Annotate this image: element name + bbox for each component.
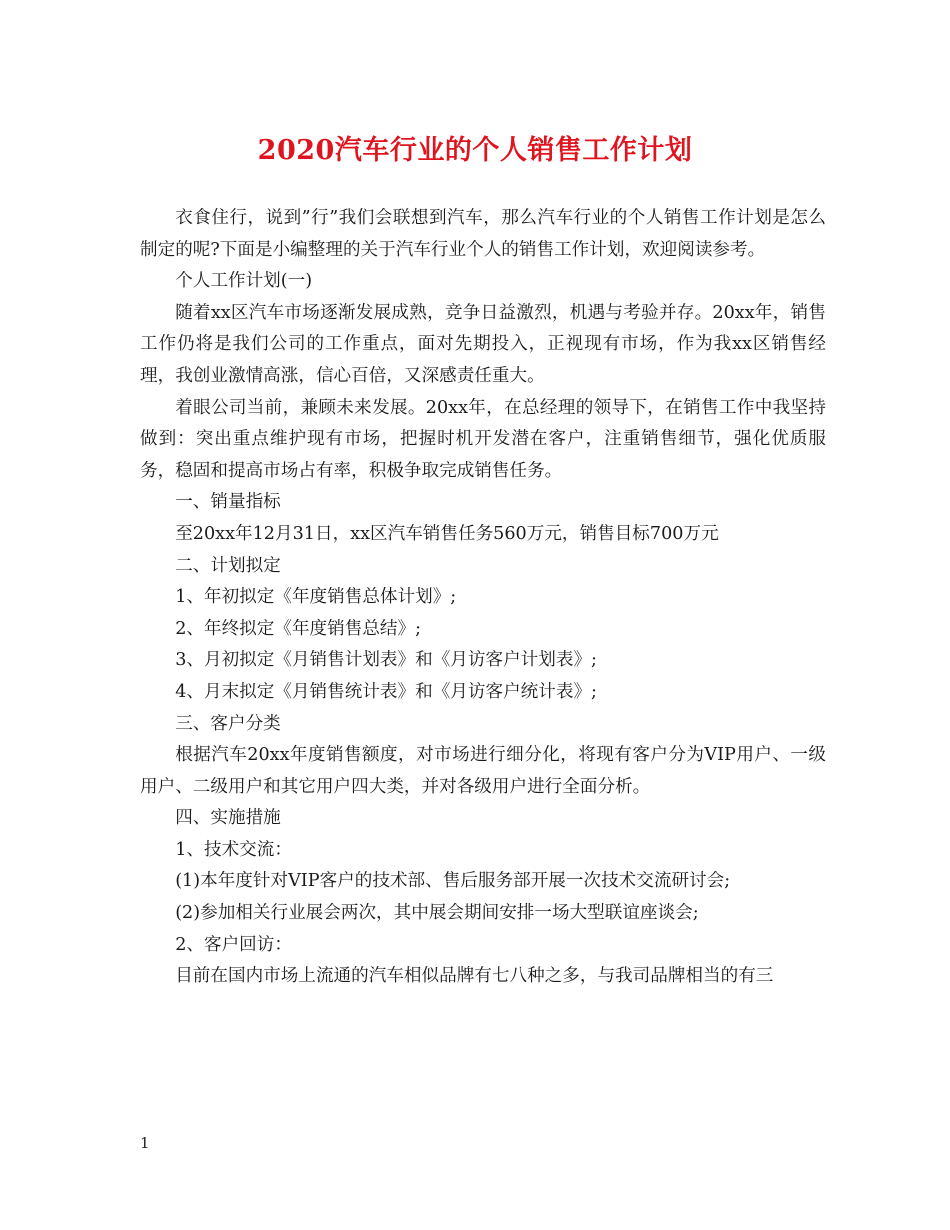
paragraph-heading-plan: 二、计划拟定 [175, 555, 281, 576]
list-item: 2、年终拟定《年度销售总结》; [175, 618, 422, 639]
list-item: 4、月末拟定《月销售统计表》和《月访客户统计表》; [175, 681, 597, 702]
paragraph-intro: 衣食住行，说到”行”我们会联想到汽车，那么汽车行业的个人销售工作计划是怎么制定的呢?下面是小编整理的关于汽车行业个人的销售工作计划，欢迎阅读参考。 [140, 208, 826, 260]
document-body [140, 203, 826, 993]
list-item: 2、客户回访： [175, 934, 292, 955]
list-item: (1)本年度针对VIP客户的技术部、售后服务部开展一次技术交流研讨会; [175, 871, 731, 892]
paragraph: 着眼公司当前，兼顾未来发展。20xx年，在总经理的领导下，在销售工作中我坚持做到：突出重点维护现有市场，把握时机开发潜在客户，注重销售细节，强化优质服务，稳固和提高市场占有率，积极争取完成销售任务。 [140, 397, 826, 481]
paragraph: 根据汽车20xx年度销售额度，对市场进行细分化，将现有客户分为VIP用户、一级用户、二级用户和其它用户四大类，并对各级用户进行全面分析。 [140, 745, 826, 797]
paragraph-heading-sales-target: 一、销量指标 [175, 492, 281, 513]
list-item: 1、技术交流： [175, 839, 292, 860]
paragraph: 至20xx年12月31日，xx区汽车销售任务560万元，销售目标700万元 [175, 523, 719, 544]
paragraph-section-heading: 个人工作计划(一) [175, 271, 313, 292]
document-title: 2020汽车行业的个人销售工作计划 [257, 135, 693, 166]
list-item: 1、年初拟定《年度销售总体计划》; [175, 587, 457, 608]
page-number: 1 [140, 1134, 150, 1152]
paragraph: 随着xx区汽车市场逐渐发展成熟，竞争日益激烈，机遇与考验并存。20xx年，销售工作仍将是我们公司的工作重点，面对先期投入，正视现有市场，作为我xx区销售经理，我创业激情高涨，信心百倍，又深感责任重大。 [140, 302, 826, 386]
paragraph: 目前在国内市场上流通的汽车相似品牌有七八种之多，与我司品牌相当的有三 [175, 966, 774, 987]
list-item: 3、月初拟定《月销售计划表》和《月访客户计划表》; [175, 650, 597, 671]
paragraph-heading-measures: 四、实施措施 [175, 808, 281, 829]
list-item: (2)参加相关行业展会两次，其中展会期间安排一场大型联谊座谈会; [175, 903, 699, 924]
paragraph-heading-customers: 三、客户分类 [175, 713, 281, 734]
